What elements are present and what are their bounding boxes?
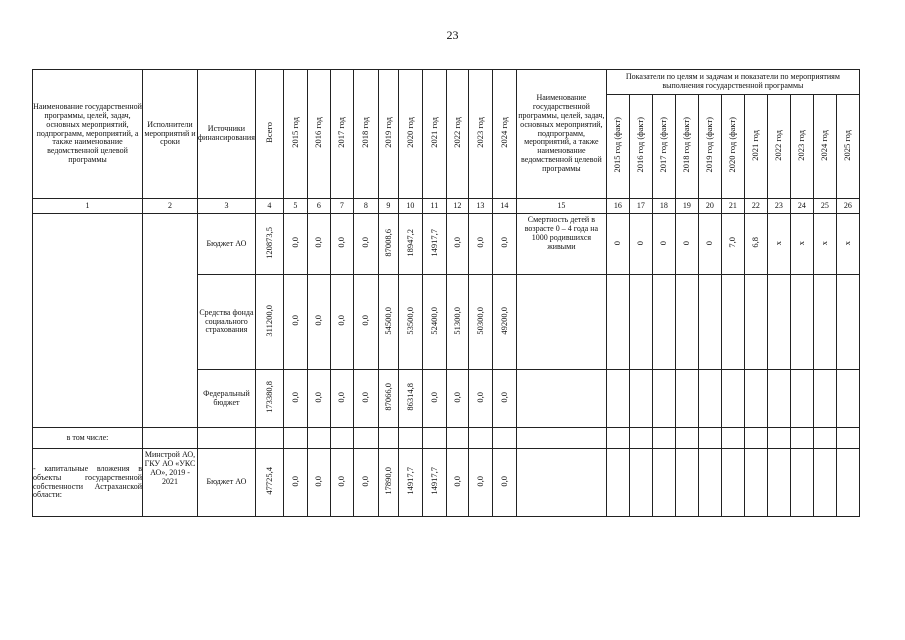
indicator-value (790, 275, 813, 370)
source-cell: Бюджет АО (198, 214, 256, 275)
indicator-value: x (790, 214, 813, 275)
column-number: 14 (492, 199, 516, 214)
empty-cell (398, 428, 422, 449)
table-row (33, 214, 860, 275)
value-cell: 54500,0 (378, 275, 398, 370)
column-number: 26 (836, 199, 859, 214)
program-name-cell (33, 214, 143, 428)
column-number: 24 (790, 199, 813, 214)
indicator-value (652, 370, 675, 428)
indicator-value: 0 (698, 214, 721, 275)
value-cell: 17890,0 (378, 449, 398, 517)
column-number: 6 (307, 199, 330, 214)
column-number: 22 (744, 199, 767, 214)
indicator-value (836, 449, 859, 517)
indicator-value: 0 (606, 214, 629, 275)
empty-cell (698, 428, 721, 449)
header-year-2016: 2016 год (307, 70, 330, 199)
column-number: 10 (398, 199, 422, 214)
value-cell: 0,0 (468, 214, 492, 275)
column-number-row (33, 199, 860, 214)
capital-name-cell: - капитальные вложения в объекты государственной собственности Астраханской области: (33, 449, 143, 517)
value-cell: 14917,7 (398, 449, 422, 517)
column-number: 20 (698, 199, 721, 214)
source-cell: Средства фонда социального страхования (198, 275, 256, 370)
header-ind-2021: 2021 год (744, 95, 767, 199)
header-year-2022: 2022 год (446, 70, 468, 199)
indicator-value (675, 275, 698, 370)
header-year-2024: 2024 год (492, 70, 516, 199)
including-label: в том числе: (33, 428, 143, 449)
indicator-name-cell (516, 370, 606, 428)
value-cell: 14917,7 (422, 449, 446, 517)
column-number: 1 (33, 199, 143, 214)
column-number: 12 (446, 199, 468, 214)
value-cell: 0,0 (446, 449, 468, 517)
indicator-value (744, 275, 767, 370)
indicator-value (652, 449, 675, 517)
column-number: 13 (468, 199, 492, 214)
capital-executor-cell: Минстрой АО, ГКУ АО «УКС АО», 2019 - 2021 (143, 449, 198, 517)
indicator-value (698, 370, 721, 428)
empty-cell (606, 428, 629, 449)
value-cell: 0,0 (307, 275, 330, 370)
value-cell: 0,0 (307, 370, 330, 428)
indicator-value (767, 275, 790, 370)
header-year-2017: 2017 год (330, 70, 353, 199)
column-number: 16 (606, 199, 629, 214)
value-cell: 53500,0 (398, 275, 422, 370)
indicator-value (836, 370, 859, 428)
empty-cell (353, 428, 378, 449)
column-number: 15 (516, 199, 606, 214)
indicator-value (721, 449, 744, 517)
indicator-value (813, 370, 836, 428)
empty-cell (492, 428, 516, 449)
value-cell: 0,0 (468, 370, 492, 428)
indicator-value: 6,8 (744, 214, 767, 275)
indicator-value (698, 449, 721, 517)
value-cell: 0,0 (446, 370, 468, 428)
source-cell: Бюджет АО (198, 449, 256, 517)
column-number: 23 (767, 199, 790, 214)
value-cell: 0,0 (353, 275, 378, 370)
indicator-value: 0 (652, 214, 675, 275)
empty-cell (307, 428, 330, 449)
empty-cell (330, 428, 353, 449)
indicator-value (721, 370, 744, 428)
empty-cell (629, 428, 652, 449)
column-number: 17 (629, 199, 652, 214)
value-cell: 0,0 (330, 214, 353, 275)
value-cell: 0,0 (283, 275, 307, 370)
indicator-value: 0 (629, 214, 652, 275)
empty-cell (813, 428, 836, 449)
header-ind-2020: 2020 год (факт) (721, 95, 744, 199)
empty-cell (721, 428, 744, 449)
value-cell: 0,0 (330, 370, 353, 428)
indicator-value (813, 275, 836, 370)
column-number: 8 (353, 199, 378, 214)
indicator-value: 0 (675, 214, 698, 275)
column-number: 18 (652, 199, 675, 214)
value-cell: 0,0 (283, 449, 307, 517)
empty-cell (675, 428, 698, 449)
value-cell: 0,0 (330, 449, 353, 517)
indicator-value (744, 370, 767, 428)
table-row (33, 428, 860, 449)
total-cell: 311200,0 (255, 275, 283, 370)
header-ind-2022: 2022 год (767, 95, 790, 199)
empty-cell (744, 428, 767, 449)
page-number: 23 (446, 28, 459, 42)
value-cell: 0,0 (307, 214, 330, 275)
indicator-value (790, 449, 813, 517)
indicator-value (606, 449, 629, 517)
value-cell: 0,0 (353, 370, 378, 428)
header-program-name: Наименование государственной программы, целей, задач, основных мероприятий, подпрограмм, мероприятий, а также наименование ведомственной целевой программы (33, 70, 143, 199)
indicator-value: x (836, 214, 859, 275)
value-cell: 0,0 (307, 449, 330, 517)
header-indicators-group: Показатели по целям и задачам и показатели по мероприятиям выполнения государственной программы (606, 70, 859, 95)
indicator-value (629, 275, 652, 370)
column-number: 7 (330, 199, 353, 214)
column-number: 5 (283, 199, 307, 214)
executor-cell (143, 214, 198, 428)
empty-cell (255, 428, 283, 449)
value-cell: 18947,2 (398, 214, 422, 275)
header-year-2023: 2023 год (468, 70, 492, 199)
indicator-value (629, 370, 652, 428)
value-cell: 52400,0 (422, 275, 446, 370)
column-number: 3 (198, 199, 256, 214)
value-cell: 50300,0 (468, 275, 492, 370)
header-ind-2017: 2017 год (факт) (652, 95, 675, 199)
value-cell: 0,0 (492, 370, 516, 428)
indicator-value (675, 449, 698, 517)
header-year-2018: 2018 год (353, 70, 378, 199)
column-number: 25 (813, 199, 836, 214)
value-cell: 0,0 (446, 214, 468, 275)
empty-cell (378, 428, 398, 449)
header-executors: Исполнители мероприятий и сроки (143, 70, 198, 199)
value-cell: 0,0 (492, 449, 516, 517)
empty-cell (468, 428, 492, 449)
header-year-2015: 2015 год (283, 70, 307, 199)
value-cell: 86314,8 (398, 370, 422, 428)
indicator-value (767, 449, 790, 517)
header-year-2021: 2021 год (422, 70, 446, 199)
value-cell: 0,0 (468, 449, 492, 517)
indicator-value (675, 370, 698, 428)
value-cell: 0,0 (422, 370, 446, 428)
empty-cell (790, 428, 813, 449)
total-cell: 120873,5 (255, 214, 283, 275)
empty-cell (516, 428, 606, 449)
value-cell: 14917,7 (422, 214, 446, 275)
header-ind-2015: 2015 год (факт) (606, 95, 629, 199)
empty-cell (446, 428, 468, 449)
header-sources: Источники финансирования (198, 70, 256, 199)
column-number: 19 (675, 199, 698, 214)
column-number: 9 (378, 199, 398, 214)
total-cell: 173380,8 (255, 370, 283, 428)
column-number: 2 (143, 199, 198, 214)
header-ind-2024: 2024 год (813, 95, 836, 199)
empty-cell (422, 428, 446, 449)
indicator-value: x (767, 214, 790, 275)
value-cell: 49200,0 (492, 275, 516, 370)
value-cell: 51300,0 (446, 275, 468, 370)
empty-cell (767, 428, 790, 449)
indicator-value (767, 370, 790, 428)
value-cell: 0,0 (283, 370, 307, 428)
empty-cell (283, 428, 307, 449)
source-cell: Федеральный бюджет (198, 370, 256, 428)
indicator-value: x (813, 214, 836, 275)
indicator-value: 7,0 (721, 214, 744, 275)
indicator-name-cell (516, 275, 606, 370)
value-cell: 0,0 (330, 275, 353, 370)
indicator-value (606, 370, 629, 428)
empty-cell (652, 428, 675, 449)
column-number: 21 (721, 199, 744, 214)
indicator-value (652, 275, 675, 370)
column-number: 4 (255, 199, 283, 214)
value-cell: 0,0 (353, 214, 378, 275)
indicator-name-cell (516, 449, 606, 517)
indicator-name-cell: Смертность детей в возрасте 0 – 4 года на 1000 родившихся живыми (516, 214, 606, 275)
indicator-value (744, 449, 767, 517)
indicator-value (606, 275, 629, 370)
total-cell: 47725,4 (255, 449, 283, 517)
header-ind-2023: 2023 год (790, 95, 813, 199)
header-ind-2019: 2019 год (факт) (698, 95, 721, 199)
indicator-value (629, 449, 652, 517)
empty-cell (198, 428, 256, 449)
value-cell: 0,0 (492, 214, 516, 275)
empty-cell (143, 428, 198, 449)
program-table (32, 69, 860, 517)
value-cell: 87008,6 (378, 214, 398, 275)
header-ind-2018: 2018 год (факт) (675, 95, 698, 199)
indicator-value (698, 275, 721, 370)
value-cell: 0,0 (283, 214, 307, 275)
header-total: Всего (255, 70, 283, 199)
header-ind-2025: 2025 год (836, 95, 859, 199)
indicator-value (721, 275, 744, 370)
indicator-value (790, 370, 813, 428)
column-number: 11 (422, 199, 446, 214)
empty-cell (836, 428, 859, 449)
header-ind-2016: 2016 год (факт) (629, 95, 652, 199)
indicator-value (836, 275, 859, 370)
table-row (33, 449, 860, 517)
value-cell: 0,0 (353, 449, 378, 517)
indicator-value (813, 449, 836, 517)
header-indicator-name: Наименование государственной программы, целей, задач, основных мероприятий, подпрограмм, мероприятий, а также наименование ведомственной целевой программы (516, 70, 606, 199)
header-year-2019: 2019 год (378, 70, 398, 199)
header-year-2020: 2020 год (398, 70, 422, 199)
value-cell: 87066,0 (378, 370, 398, 428)
